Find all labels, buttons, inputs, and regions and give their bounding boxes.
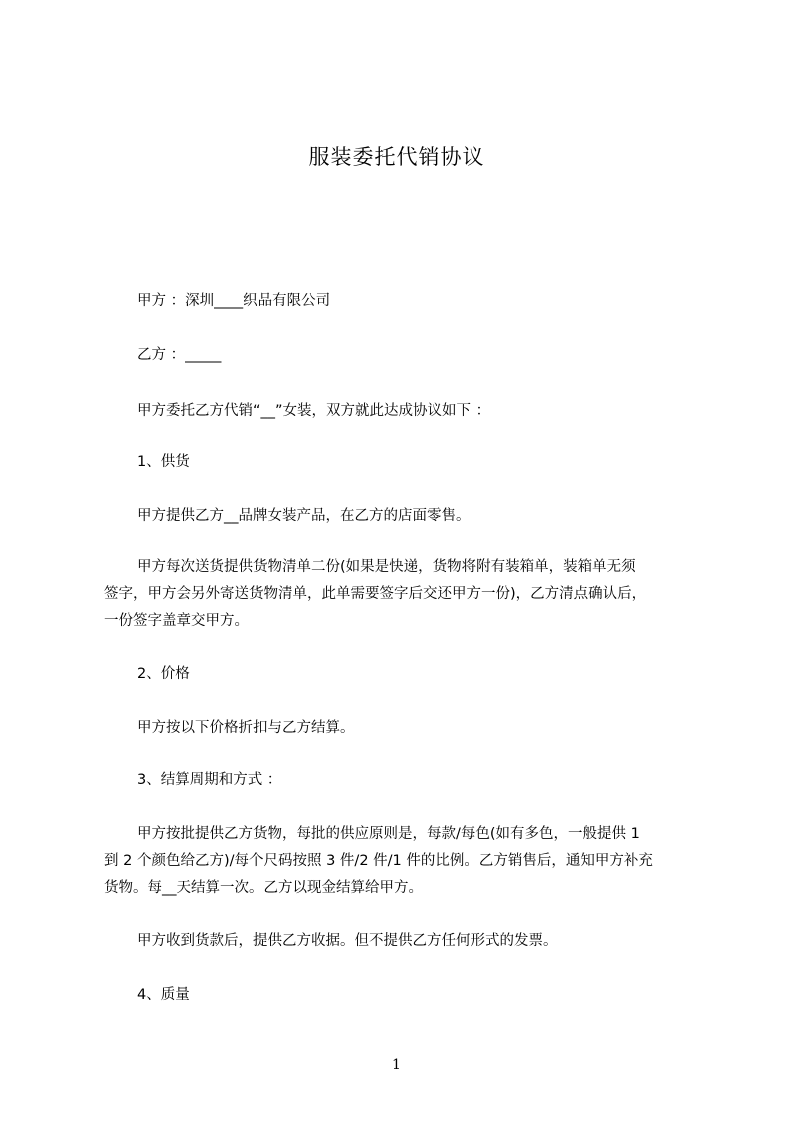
document-title: 服装委托代销协议 [308,145,485,169]
party-a-line: 甲方 ：深圳____织品有限公司 [137,293,331,309]
intro-paragraph: 甲方委托乙方代销“__”女装，双方就此达成协议如下 ： [137,403,491,419]
section-3-paragraph-1-line-1: 甲方按批提供乙方货物，每批的供应原则是，每款/每色(如有多色，一般提供 1 [137,826,640,842]
section-3-paragraph-2: 甲方收到货款后，提供乙方收据。但不提供乙方任何形式的发票。 [137,933,558,949]
section-3-paragraph-1-line-2: 到 2 个颜色给乙方)/每个尺码按照 3 件/2 件/1 件的比例。乙方销售后，通知甲方补充 [104,853,653,869]
section-1-paragraph-2-line-3: 一份签字盖章交甲方。 [104,613,249,629]
section-2-paragraph-1: 甲方按以下价格折扣与乙方结算。 [137,720,355,736]
party-b-line: 乙方 ：_____ [137,347,222,363]
section-3-heading: 3、结算周期和方式 ： [137,772,282,788]
page-number: 1 [392,1057,401,1073]
section-1-heading: 1、供货 [137,454,190,470]
section-1-paragraph-2-line-1: 甲方每次送货提供货物清单二份(如果是快递，货物将附有装箱单，装箱单无须 [137,559,636,575]
section-3-paragraph-1-line-3: 货物。每__天结算一次。乙方以现金结算给甲方。 [104,880,423,896]
section-4-heading: 4、质量 [137,987,190,1003]
section-2-heading: 2、价格 [137,666,190,682]
section-1-paragraph-2-line-2: 签字，甲方会另外寄送货物清单，此单需要签字后交还甲方一份)，乙方清点确认后， [104,586,647,602]
section-1-paragraph-1: 甲方提供乙方__品牌女装产品，在乙方的店面零售。 [137,508,471,524]
